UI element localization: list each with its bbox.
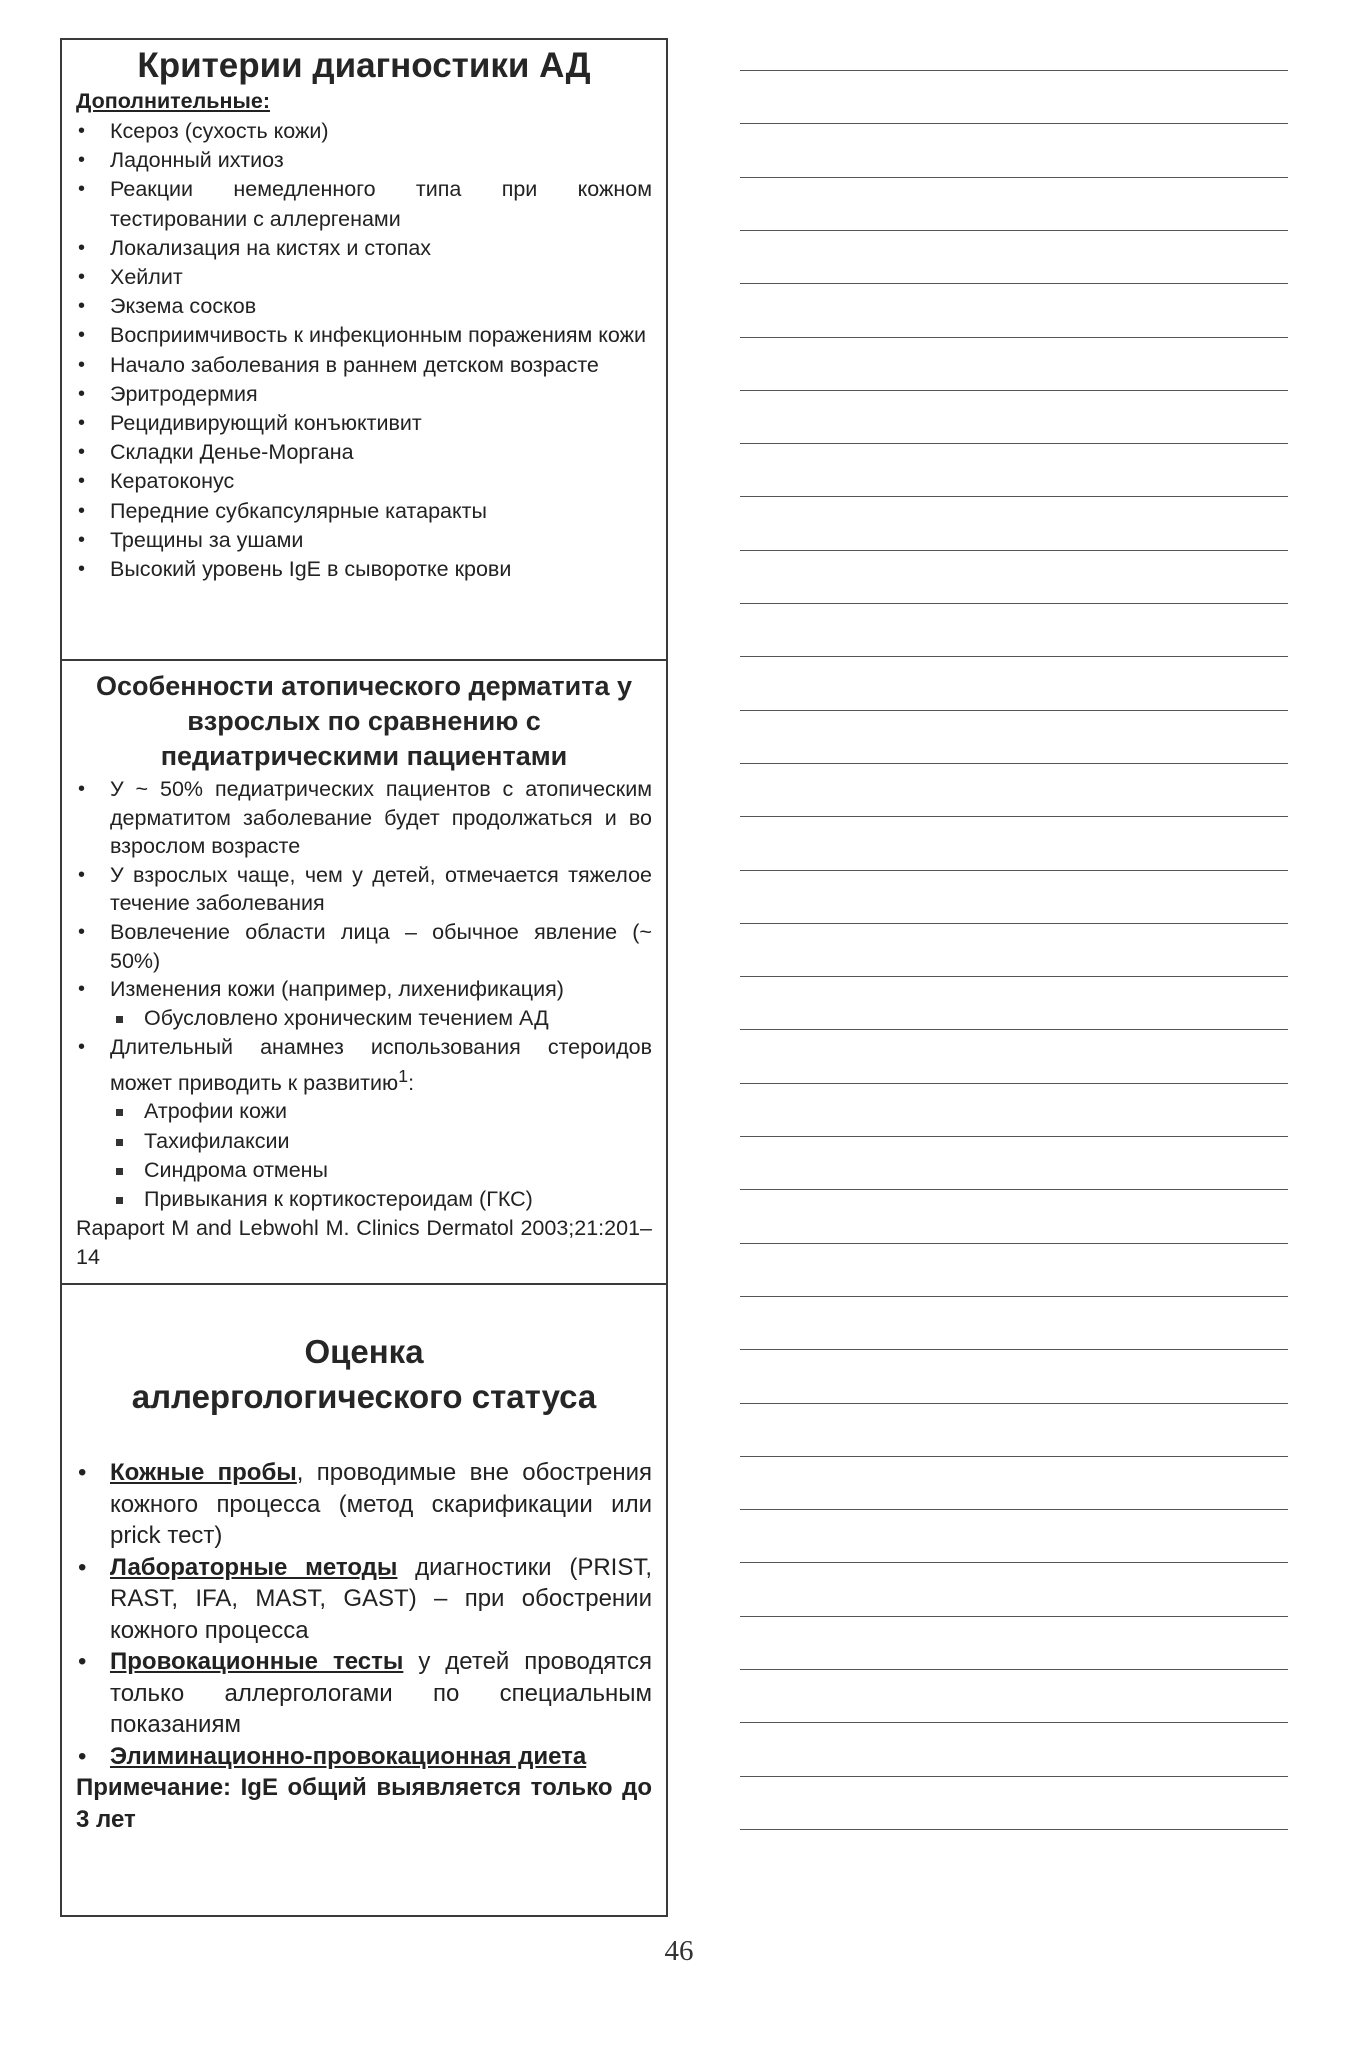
note-line bbox=[740, 123, 1288, 124]
list-item-keyword: Кожные пробы bbox=[110, 1459, 297, 1486]
slide-title-line: Оценка bbox=[304, 1333, 424, 1370]
note-line bbox=[740, 870, 1288, 871]
note-line bbox=[740, 390, 1288, 391]
note-line bbox=[740, 710, 1288, 711]
slide-title: Особенности атопического дерматита у взрослых по сравнению с педиатрическими пациентами bbox=[96, 671, 632, 771]
note: Примечание: IgE общий выявляется только до 3 лет bbox=[76, 1774, 652, 1833]
note-line bbox=[740, 337, 1288, 338]
list-item: • У ~ 50% педиатрических пациентов с атопическим дерматитом заболевание будет продолжаться и во взрослом возрасте bbox=[76, 775, 652, 861]
slide-title-line: аллергологического статуса bbox=[131, 1378, 597, 1415]
note-line bbox=[740, 1456, 1288, 1457]
footnote-marker: 1 bbox=[398, 1065, 409, 1086]
list-item bbox=[76, 1646, 652, 1741]
list-item: • Вовлечение области лица – обычное явление (~ 50%) bbox=[76, 918, 652, 975]
note-line bbox=[740, 550, 1288, 551]
list-item: • Восприимчивость к инфекционным поражениям кожи bbox=[76, 321, 652, 350]
note-line bbox=[740, 923, 1288, 924]
sub-list-item: Тахифилаксии bbox=[110, 1127, 652, 1156]
slide-title bbox=[76, 1329, 652, 1419]
slide-adult-features bbox=[60, 661, 668, 1285]
sub-list bbox=[110, 1097, 652, 1214]
note-line bbox=[740, 1243, 1288, 1244]
list-item-text: Изменения кожи (например, лихенификация) bbox=[110, 977, 564, 1002]
note-line bbox=[740, 70, 1288, 71]
note-line bbox=[740, 976, 1288, 977]
list-item: • Кератоконус bbox=[76, 467, 652, 496]
list-item: • Складки Денье-Моргана bbox=[76, 438, 652, 467]
note-line bbox=[740, 443, 1288, 444]
note-line bbox=[740, 1669, 1288, 1670]
list-item: • Ксероз (сухость кожи) bbox=[76, 117, 652, 146]
note-line bbox=[740, 656, 1288, 657]
note-line bbox=[740, 1029, 1288, 1030]
list-item bbox=[76, 1552, 652, 1647]
list-item-keyword: Лабораторные методы bbox=[110, 1553, 398, 1581]
note-line bbox=[740, 496, 1288, 497]
list-item: • Эритродермия bbox=[76, 380, 652, 409]
note-line bbox=[740, 1509, 1288, 1510]
slide-subtitle: Дополнительные: bbox=[76, 89, 270, 113]
list-item-keyword: Провокационные тесты bbox=[110, 1648, 404, 1675]
list-item-text: Длительный анамнез использования стероидов может приводить к развитию bbox=[110, 1034, 652, 1095]
list-item: • Высокий уровень IgE в сыворотке крови bbox=[76, 555, 652, 584]
list-item: • Начало заболевания в раннем детском возрасте bbox=[76, 351, 652, 380]
note-line bbox=[740, 283, 1288, 284]
list-item: • Хейлит bbox=[76, 263, 652, 292]
sub-list bbox=[110, 1004, 652, 1033]
list-item bbox=[76, 1741, 652, 1773]
slide-title: Критерии диагностики АД bbox=[137, 46, 591, 85]
list-item-keyword: Элиминационно-провокационная диета bbox=[110, 1742, 587, 1770]
sub-list-item: Привыкания к кортикостероидам (ГКС) bbox=[110, 1185, 652, 1214]
slide-ad-criteria bbox=[60, 38, 668, 661]
list-item: • Рецидивирующий конъюктивит bbox=[76, 409, 652, 438]
slide-allergy-status bbox=[60, 1285, 668, 1917]
note-line bbox=[740, 1189, 1288, 1190]
slides-column bbox=[60, 38, 668, 1917]
list-item bbox=[76, 975, 652, 1033]
note-line bbox=[740, 1403, 1288, 1404]
note-line bbox=[740, 1083, 1288, 1084]
list-item: • Ладонный ихтиоз bbox=[76, 146, 652, 175]
list-item bbox=[76, 1457, 652, 1552]
methods-list bbox=[76, 1457, 652, 1772]
page-number: 46 bbox=[664, 1935, 694, 1967]
note-line bbox=[740, 816, 1288, 817]
note-line bbox=[740, 1722, 1288, 1723]
citation: Rapaport M and Lebwohl M. Clinics Dermatol 2003;21:201–14 bbox=[76, 1216, 652, 1270]
features-list bbox=[76, 775, 652, 1214]
sub-list-item: Обусловлено хроническим течением АД bbox=[110, 1004, 652, 1033]
note-line bbox=[740, 1296, 1288, 1297]
note-lines bbox=[740, 0, 1288, 1950]
sub-list-item: Атрофии кожи bbox=[110, 1097, 652, 1126]
note-line bbox=[740, 1616, 1288, 1617]
note-line bbox=[740, 603, 1288, 604]
list-item: • Локализация на кистях и стопах bbox=[76, 234, 652, 263]
note-line bbox=[740, 230, 1288, 231]
note-line bbox=[740, 1349, 1288, 1350]
list-item-text: у детей проводятся только аллергологами по специальным показаниям bbox=[110, 1648, 652, 1738]
list-item bbox=[76, 1033, 652, 1214]
sub-list-item: Синдрома отмены bbox=[110, 1156, 652, 1185]
list-item: • Экзема сосков bbox=[76, 292, 652, 321]
list-item: • Трещины за ушами bbox=[76, 526, 652, 555]
list-item-colon: : bbox=[408, 1070, 415, 1095]
list-item: • У взрослых чаще, чем у детей, отмечается тяжелое течение заболевания bbox=[76, 861, 652, 918]
note-line bbox=[740, 763, 1288, 764]
note-line bbox=[740, 1136, 1288, 1137]
list-item: • Передние субкапсулярные катаракты bbox=[76, 497, 652, 526]
list-item-text: , проводимые вне обострения кожного процесса (метод скарификации или prick тест) bbox=[110, 1459, 653, 1549]
note-line bbox=[740, 1776, 1288, 1777]
note-line bbox=[740, 1829, 1288, 1830]
criteria-list bbox=[76, 117, 652, 584]
note-line bbox=[740, 177, 1288, 178]
list-item: • Реакции немедленного типа при кожном тестировании с аллергенами bbox=[76, 175, 652, 233]
note-line bbox=[740, 1562, 1288, 1563]
list-item-text: диагностики (PRIST, RAST, IFA, MAST, GAST) – при обострении кожного процесса bbox=[110, 1553, 652, 1644]
